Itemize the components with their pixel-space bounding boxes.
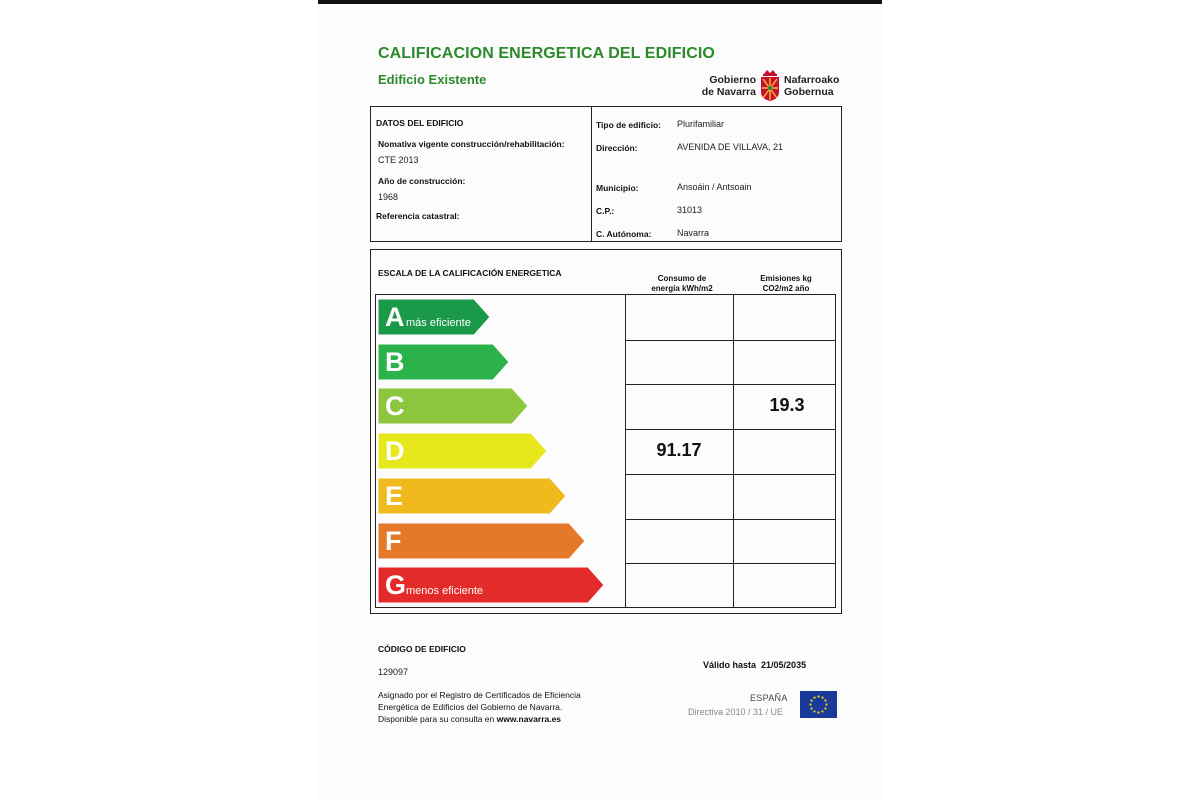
energy-class-letter: C	[385, 391, 405, 422]
anio-value: 1968	[378, 192, 399, 202]
datos-section-title: DATOS DEL EDIFICIO	[376, 118, 464, 128]
eu-star-icon	[824, 707, 826, 709]
espana-label: ESPAÑA	[750, 693, 788, 703]
consumo-header-line2: energía kWh/m2	[651, 284, 713, 293]
energy-class-letter: F	[385, 525, 402, 556]
eu-star-icon	[810, 707, 812, 709]
municipio-label: Municipio:	[596, 183, 639, 193]
energy-class-letter: A	[385, 302, 405, 332]
escala-col-divider-2	[733, 295, 734, 607]
energy-class-e-arrow	[378, 478, 566, 514]
cp-value: 31013	[677, 205, 703, 215]
asignado-line2: Energética de Edificios del Gobierno de Navarra.	[378, 702, 563, 712]
normativa-label: Nomativa vigente construcción/rehabilitación:	[378, 139, 565, 149]
energy-class-letter: G	[385, 570, 407, 601]
tipo-value: Plurifamiliar	[677, 119, 725, 129]
energy-class-g-arrow	[378, 567, 604, 603]
normativa-value: CTE 2013	[378, 155, 419, 165]
municipio-value: Ansoáin / Antsoain	[677, 182, 752, 192]
eu-star-icon	[813, 696, 815, 698]
asignado-text	[378, 689, 581, 725]
eu-star-icon	[821, 696, 823, 698]
valido-value: 21/05/2035	[761, 660, 807, 670]
directiva-label: Directiva 2010 / 31 / UE	[688, 707, 784, 717]
gov-left-line2: de Navarra	[701, 86, 756, 98]
energy-class-f-arrow	[378, 523, 585, 559]
referencia-label: Referencia catastral:	[376, 211, 460, 221]
escala-row-divider	[625, 519, 835, 520]
codigo-label: CÓDIGO DE EDIFICIO	[378, 644, 466, 654]
gov-right-line2: Gobernua	[784, 86, 834, 98]
page-subtitle: Edificio Existente	[378, 72, 487, 87]
energy-class-letter: D	[385, 436, 405, 467]
eu-star-icon	[810, 699, 812, 701]
eu-star-icon	[824, 699, 826, 701]
escala-section-title: ESCALA DE LA CALIFICACIÓN ENERGETICA	[378, 268, 562, 278]
eu-star-icon	[825, 703, 827, 705]
energy-class-caption: menos eficiente	[406, 585, 484, 598]
emisiones-co2-value: 19.3	[769, 395, 805, 416]
energy-class-b-arrow	[378, 344, 509, 380]
valido-row	[703, 660, 806, 670]
energy-class-caption: más eficiente	[406, 317, 471, 329]
valido-label: Válido hasta	[703, 660, 757, 670]
emisiones-header	[736, 274, 836, 294]
energy-class-a-arrow	[378, 299, 490, 335]
escala-row-divider	[625, 340, 835, 341]
eu-star-icon	[821, 710, 823, 712]
consumo-header-line1: Consumo de	[657, 274, 707, 283]
eu-star-icon	[813, 710, 815, 712]
eu-star-icon	[817, 711, 819, 713]
direccion-value: AVENIDA DE VILLAVA, 21	[677, 142, 784, 152]
escala-row-divider	[625, 384, 835, 385]
gov-right-text	[784, 74, 844, 98]
escala-row-divider	[625, 563, 835, 564]
escala-row-divider	[625, 474, 835, 475]
energy-class-d-arrow	[378, 433, 547, 469]
emisiones-header-line1: Emisiones kg	[760, 274, 812, 283]
datos-divider	[591, 107, 592, 241]
autonoma-label: C. Autónoma:	[596, 229, 652, 239]
energy-class-letter: E	[385, 480, 404, 511]
consumo-energia-value: 91.17	[656, 440, 702, 461]
asignado-line1: Asignado por el Registro de Certificados de Eficiencia	[378, 690, 581, 700]
consumo-header	[632, 274, 732, 294]
anio-label: Año de construcción:	[378, 176, 466, 186]
eu-star-icon	[809, 703, 811, 705]
cp-label: C.P.:	[596, 206, 615, 216]
navarra-link[interactable]: www.navarra.es	[496, 714, 562, 724]
eu-star-icon	[817, 695, 819, 697]
escala-row-divider	[625, 429, 835, 430]
autonoma-value: Navarra	[677, 228, 710, 238]
direccion-label: Dirección:	[596, 143, 638, 153]
eu-flag-icon	[800, 691, 837, 718]
asignado-line3	[378, 713, 581, 725]
codigo-value: 129097	[378, 667, 409, 677]
top-rule	[318, 0, 882, 4]
energy-class-letter: B	[385, 346, 405, 377]
asignado-line3-prefix: Disponible para su consulta en	[378, 714, 495, 724]
tipo-label: Tipo de edificio:	[596, 120, 662, 130]
gobierno-navarra-logo	[700, 68, 840, 102]
navarra-crest-icon	[759, 68, 781, 102]
gov-right-line1: Nafarroako	[784, 74, 840, 86]
page-title: CALIFICACION ENERGETICA DEL EDIFICIO	[378, 45, 715, 62]
gov-left-text	[700, 74, 756, 98]
energy-class-c-arrow	[378, 388, 528, 424]
gov-left-line1: Gobierno	[709, 74, 756, 86]
emisiones-header-line2: CO2/m2 año	[762, 284, 810, 293]
